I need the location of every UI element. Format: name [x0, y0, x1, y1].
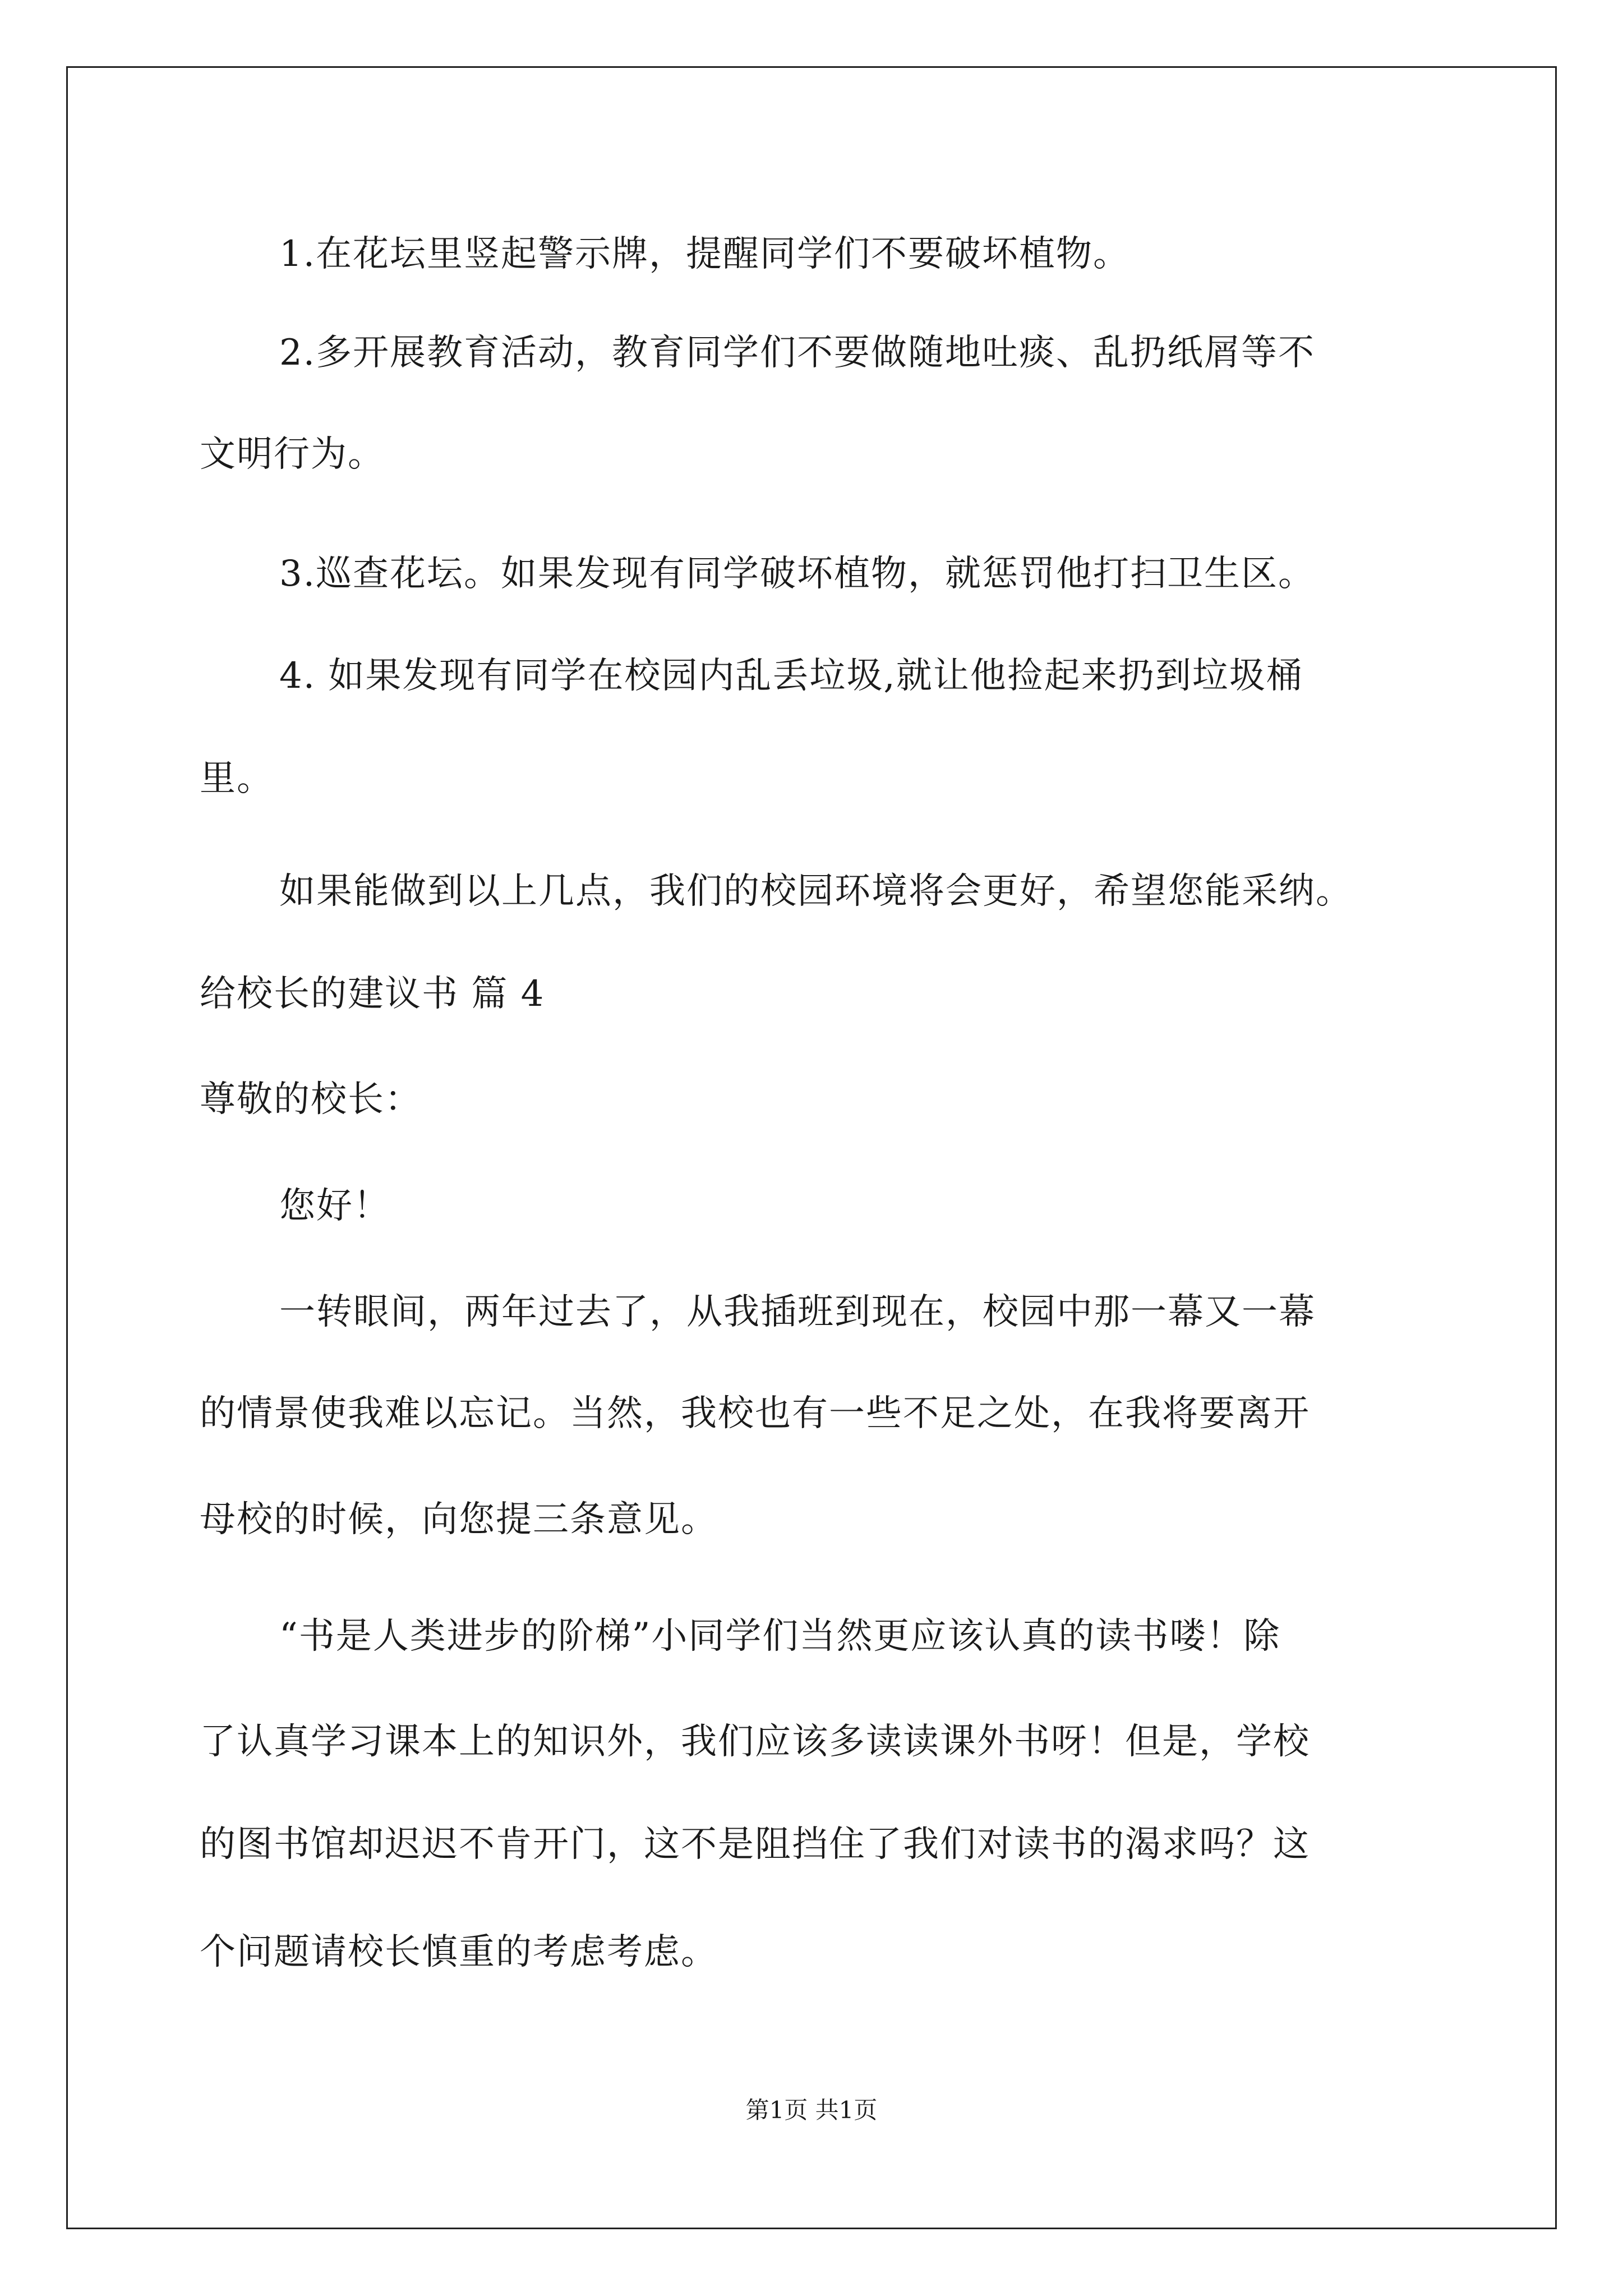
page-border [66, 66, 1557, 2229]
paragraph-line: 3.巡查花坛。如果发现有同学破坏植物，就惩罚他打扫卫生区。 [279, 553, 1316, 595]
paragraph-line: 一转眼间，两年过去了，从我插班到现在，校园中那一幕又一幕 [279, 1291, 1316, 1333]
paragraph-line: 的情景使我难以忘记。当然，我校也有一些不足之处，在我将要离开 [200, 1393, 1310, 1434]
paragraph-line: “书是人类进步的阶梯”小同学们当然更应该认真的读书喽！除 [279, 1616, 1281, 1657]
salutation: 尊敬的校长： [200, 1079, 422, 1120]
section-heading: 给校长的建议书 篇 4 [200, 973, 545, 1015]
paragraph-line: 文明行为。 [200, 434, 385, 475]
paragraph-line: 里。 [200, 758, 274, 799]
paragraph-line: 母校的时候，向您提三条意见。 [200, 1499, 718, 1540]
paragraph-line: 2.多开展教育活动，教育同学们不要做随地吐痰、乱扔纸屑等不 [279, 332, 1316, 374]
page-number: 第1页 共1页 [745, 2096, 878, 2124]
paragraph-line: 如果能做到以上几点，我们的校园环境将会更好，希望您能采纳。 [279, 871, 1353, 912]
paragraph-line: 4. 如果发现有同学在校园内乱丢垃圾,就让他捡起来扔到垃圾桶 [279, 655, 1303, 697]
paragraph-line: 了认真学习课本上的知识外，我们应该多读读课外书呀！但是，学校 [200, 1721, 1310, 1763]
paragraph-line: 的图书馆却迟迟不肯开门，这不是阻挡住了我们对读书的渴求吗？这 [200, 1824, 1310, 1865]
greeting: 您好！ [279, 1185, 390, 1227]
paragraph-line: 1.在花坛里竖起警示牌，提醒同学们不要破坏植物。 [279, 233, 1131, 275]
paragraph-line: 个问题请校长慎重的考虑考虑。 [200, 1931, 718, 1973]
